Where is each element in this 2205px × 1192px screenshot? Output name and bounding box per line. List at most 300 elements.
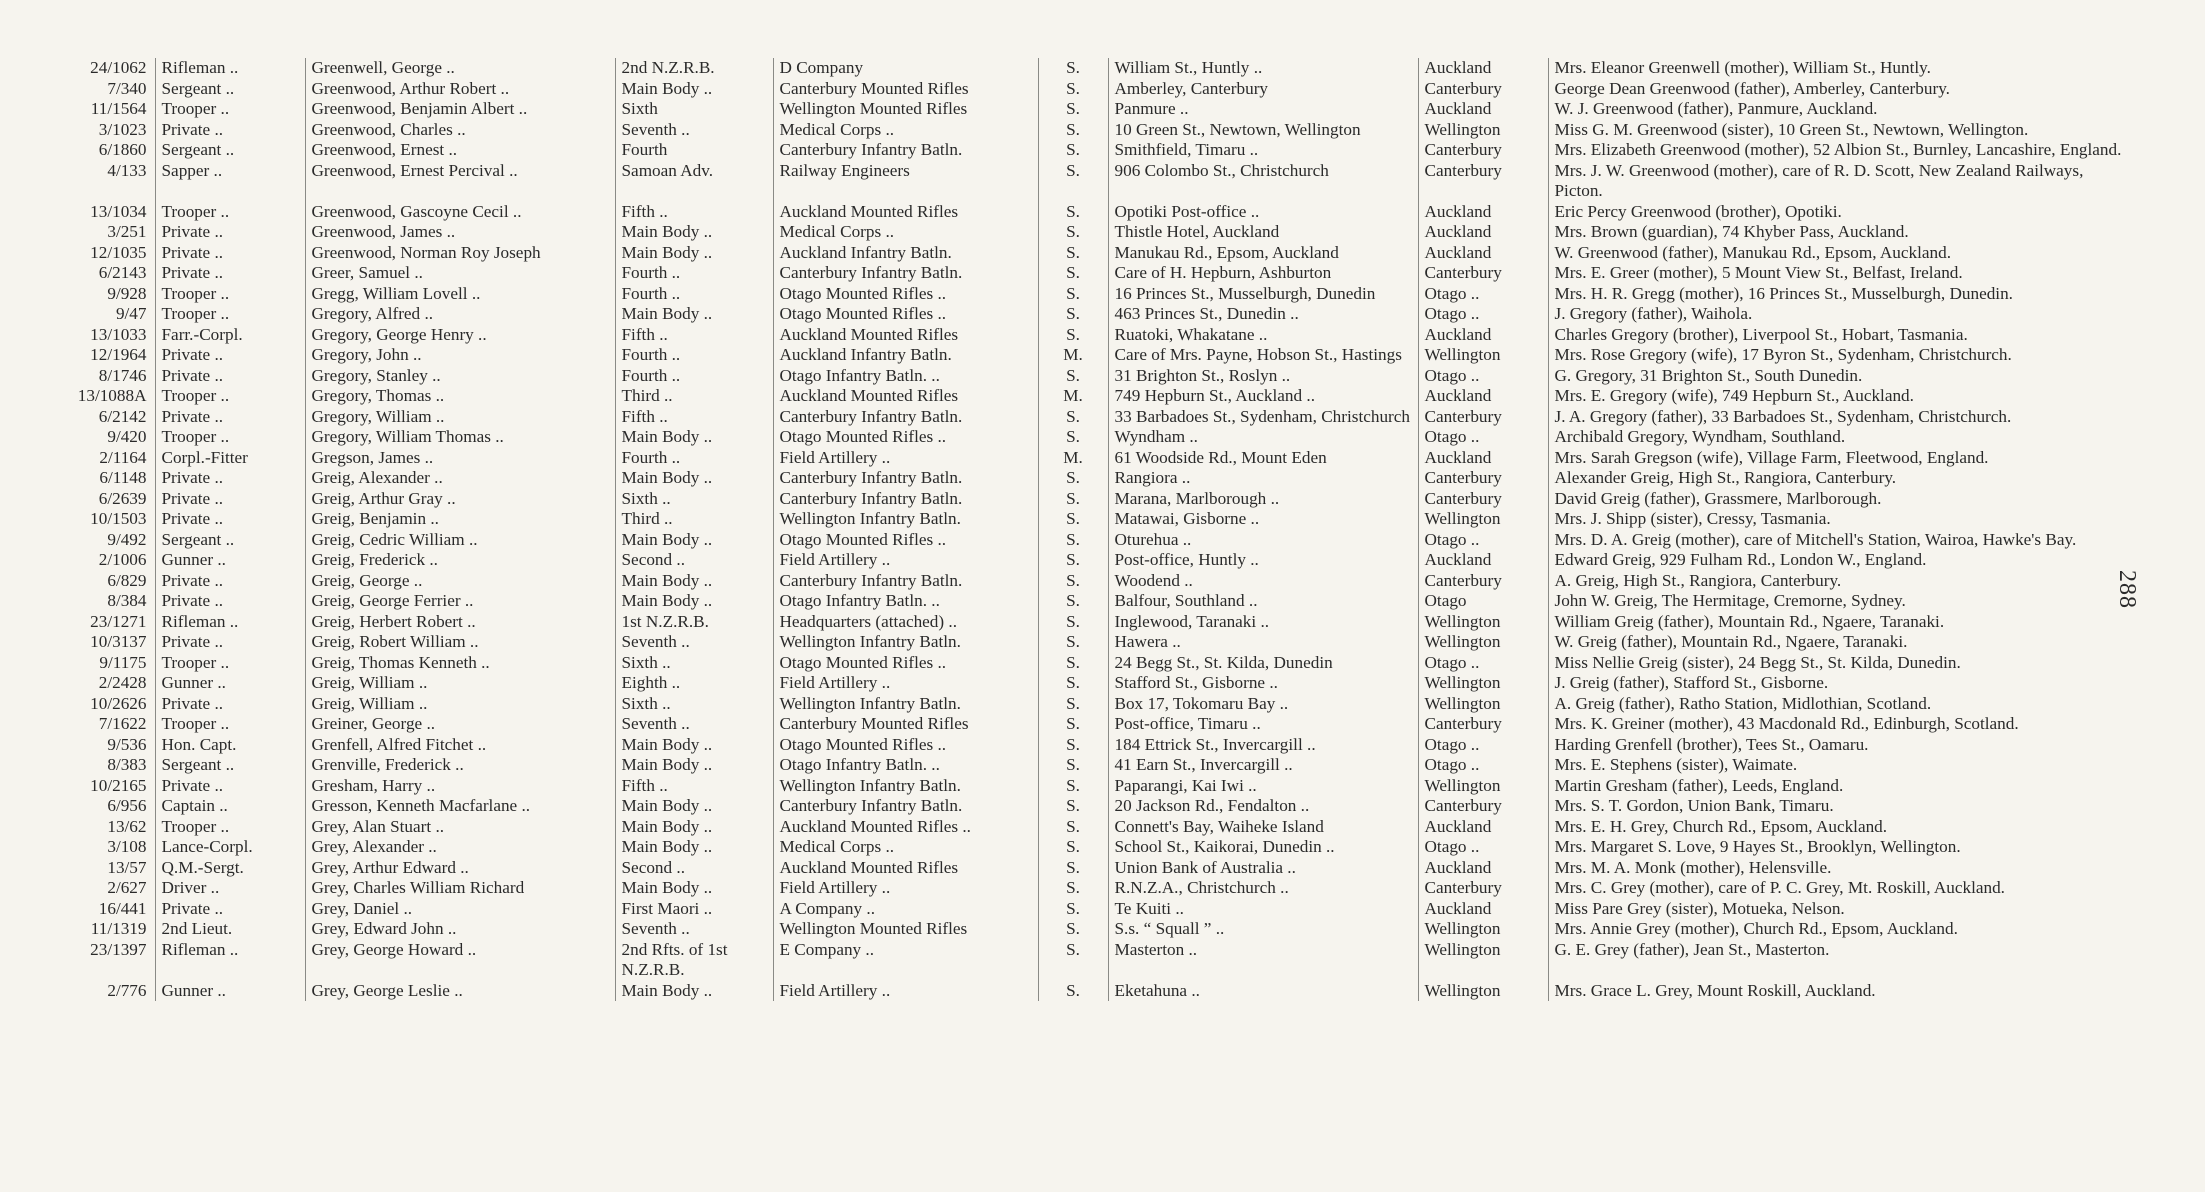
enlistment-district-cell: Otago ..: [1418, 304, 1548, 325]
unit-cell: Otago Mounted Rifles ..: [773, 304, 1038, 325]
next-of-kin-cell: Mrs. Margaret S. Love, 9 Hayes St., Brooklyn, Wellington.: [1548, 837, 2140, 858]
marital-status-cell: S.: [1038, 304, 1108, 325]
enlistment-district-cell: Wellington: [1418, 120, 1548, 141]
unit-cell: Canterbury Infantry Batln.: [773, 140, 1038, 161]
marital-status-cell: S.: [1038, 530, 1108, 551]
next-of-kin-cell: Miss G. M. Greenwood (sister), 10 Green St., Newtown, Wellington.: [1548, 120, 2140, 141]
enlistment-district-cell: Auckland: [1418, 202, 1548, 223]
soldier-name-cell: Greiner, George ..: [305, 714, 615, 735]
table-row: [60, 817, 2140, 838]
table-row: [60, 407, 2140, 428]
roll-body: [60, 58, 2140, 1001]
draft-cell: Sixth: [615, 99, 773, 120]
table-row: [60, 735, 2140, 756]
enlistment-district-cell: Canterbury: [1418, 714, 1548, 735]
regimental-number-cell: 11/1319: [90, 919, 147, 938]
next-of-kin-cell: John W. Greig, The Hermitage, Cremorne, Sydney.: [1548, 591, 2140, 612]
regimental-number-cell: 24/1062: [90, 58, 147, 77]
next-of-kin-cell: J. Gregory (father), Waihola.: [1548, 304, 2140, 325]
soldier-name-cell: Gregg, William Lovell ..: [305, 284, 615, 305]
marital-status-cell: S.: [1038, 509, 1108, 530]
marital-status-cell: S.: [1038, 919, 1108, 940]
enlistment-district-cell: Wellington: [1418, 940, 1548, 981]
next-of-kin-cell: William Greig (father), Mountain Rd., Ngaere, Taranaki.: [1548, 612, 2140, 633]
rank-cell: Private ..: [155, 407, 305, 428]
marital-status-cell: S.: [1038, 571, 1108, 592]
soldier-name-cell: Greig, George Ferrier ..: [305, 591, 615, 612]
soldier-name-cell: Greig, Cedric William ..: [305, 530, 615, 551]
regimental-number-cell: 10/1503: [90, 509, 147, 528]
enlistment-district-cell: Canterbury: [1418, 796, 1548, 817]
regimental-number-cell: 9/47: [115, 304, 147, 323]
rank-cell: Sergeant ..: [155, 140, 305, 161]
rank-cell: Private ..: [155, 571, 305, 592]
marital-status-cell: S.: [1038, 837, 1108, 858]
last-address-cell: Inglewood, Taranaki ..: [1108, 612, 1418, 633]
nominal-roll-page: [60, 58, 2140, 1001]
enlistment-district-cell: Otago ..: [1418, 284, 1548, 305]
draft-cell: Fifth ..: [615, 407, 773, 428]
marital-status-cell: S.: [1038, 427, 1108, 448]
draft-cell: Main Body ..: [615, 817, 773, 838]
next-of-kin-cell: G. Gregory, 31 Brighton St., South Dunedin.: [1548, 366, 2140, 387]
unit-cell: Medical Corps ..: [773, 120, 1038, 141]
table-row: [60, 509, 2140, 530]
marital-status-cell: S.: [1038, 99, 1108, 120]
last-address-cell: 10 Green St., Newtown, Wellington: [1108, 120, 1418, 141]
regimental-number-cell: 9/928: [107, 283, 147, 303]
soldier-name-cell: Greenwood, Charles ..: [305, 120, 615, 141]
page-number: 288: [2114, 570, 2140, 609]
enlistment-district-cell: Wellington: [1418, 776, 1548, 797]
rank-cell: Sergeant ..: [155, 755, 305, 776]
last-address-cell: Care of Mrs. Payne, Hobson St., Hastings: [1108, 345, 1418, 366]
soldier-name-cell: Greig, Herbert Robert ..: [305, 612, 615, 633]
last-address-cell: Stafford St., Gisborne ..: [1108, 673, 1418, 694]
rank-cell: Gunner ..: [155, 550, 305, 571]
unit-cell: Auckland Mounted Rifles: [773, 858, 1038, 879]
table-row: [60, 981, 2140, 1002]
soldier-name-cell: Gresham, Harry ..: [305, 776, 615, 797]
last-address-cell: S.s. “ Squall ” ..: [1108, 919, 1418, 940]
marital-status-cell: S.: [1038, 735, 1108, 756]
rank-cell: Private ..: [155, 899, 305, 920]
enlistment-district-cell: Otago ..: [1418, 755, 1548, 776]
soldier-name-cell: Grenfell, Alfred Fitchet ..: [305, 735, 615, 756]
regimental-number-cell: 13/1033: [90, 324, 147, 344]
rank-cell: Sapper ..: [155, 161, 305, 202]
marital-status-cell: S.: [1038, 243, 1108, 264]
marital-status-cell: S.: [1038, 981, 1108, 1002]
next-of-kin-cell: W. Greenwood (father), Manukau Rd., Epsom, Auckland.: [1548, 243, 2140, 264]
table-row: [60, 427, 2140, 448]
rank-cell: Trooper ..: [155, 284, 305, 305]
draft-cell: Fourth ..: [615, 284, 773, 305]
regimental-number-cell: 23/1397: [90, 939, 147, 959]
soldier-name-cell: Grey, George Leslie ..: [305, 981, 615, 1002]
table-row: [60, 653, 2140, 674]
draft-cell: Second ..: [615, 550, 773, 571]
marital-status-cell: S.: [1038, 550, 1108, 571]
unit-cell: Field Artillery ..: [773, 673, 1038, 694]
marital-status-cell: S.: [1038, 612, 1108, 633]
rank-cell: Private ..: [155, 509, 305, 530]
draft-cell: Main Body ..: [615, 304, 773, 325]
next-of-kin-cell: Mrs. D. A. Greig (mother), care of Mitchell's Station, Wairoa, Hawke's Bay.: [1548, 530, 2140, 551]
regimental-number-cell: 8/1746: [98, 365, 147, 385]
draft-cell: Second ..: [615, 858, 773, 879]
marital-status-cell: S.: [1038, 325, 1108, 346]
last-address-cell: 16 Princes St., Musselburgh, Dunedin: [1108, 284, 1418, 305]
last-address-cell: 20 Jackson Rd., Fendalton ..: [1108, 796, 1418, 817]
table-row: [60, 632, 2140, 653]
soldier-name-cell: Greig, Arthur Gray ..: [305, 489, 615, 510]
regimental-number-cell: 23/1271: [90, 611, 147, 631]
unit-cell: Railway Engineers: [773, 161, 1038, 202]
rank-cell: Sergeant ..: [155, 79, 305, 100]
soldier-name-cell: Greig, Robert William ..: [305, 632, 615, 653]
table-row: [60, 448, 2140, 469]
next-of-kin-cell: W. J. Greenwood (father), Panmure, Auckland.: [1548, 99, 2140, 120]
marital-status-cell: S.: [1038, 202, 1108, 223]
rank-cell: Private ..: [155, 694, 305, 715]
next-of-kin-cell: Mrs. Brown (guardian), 74 Khyber Pass, Auckland.: [1548, 222, 2140, 243]
rank-cell: Driver ..: [155, 878, 305, 899]
table-row: [60, 99, 2140, 120]
regimental-number-cell: 6/829: [107, 570, 147, 590]
unit-cell: Canterbury Infantry Batln.: [773, 468, 1038, 489]
last-address-cell: Balfour, Southland ..: [1108, 591, 1418, 612]
draft-cell: Main Body ..: [615, 878, 773, 899]
enlistment-district-cell: Canterbury: [1418, 407, 1548, 428]
regimental-number-cell: 6/2143: [98, 263, 147, 282]
marital-status-cell: S.: [1038, 694, 1108, 715]
unit-cell: Otago Infantry Batln. ..: [773, 366, 1038, 387]
draft-cell: Fifth ..: [615, 202, 773, 223]
next-of-kin-cell: J. Greig (father), Stafford St., Gisborne.: [1548, 673, 2140, 694]
last-address-cell: 749 Hepburn St., Auckland ..: [1108, 386, 1418, 407]
next-of-kin-cell: Harding Grenfell (brother), Tees St., Oamaru.: [1548, 735, 2140, 756]
unit-cell: Canterbury Mounted Rifles: [773, 714, 1038, 735]
marital-status-cell: S.: [1038, 489, 1108, 510]
enlistment-district-cell: Auckland: [1418, 325, 1548, 346]
table-row: [60, 366, 2140, 387]
draft-cell: Main Body ..: [615, 79, 773, 100]
last-address-cell: 61 Woodside Rd., Mount Eden: [1108, 448, 1418, 469]
unit-cell: Auckland Mounted Rifles: [773, 325, 1038, 346]
enlistment-district-cell: Canterbury: [1418, 878, 1548, 899]
draft-cell: Third ..: [615, 509, 773, 530]
regimental-number-cell: 3/108: [107, 837, 147, 856]
regimental-number-cell: 8/383: [107, 755, 147, 774]
last-address-cell: William St., Huntly ..: [1108, 58, 1418, 79]
table-row: [60, 673, 2140, 694]
unit-cell: Otago Mounted Rifles ..: [773, 735, 1038, 756]
regimental-number-cell: 3/1023: [98, 119, 147, 139]
next-of-kin-cell: Mrs. H. R. Gregg (mother), 16 Princes St., Musselburgh, Dunedin.: [1548, 284, 2140, 305]
draft-cell: 2nd Rfts. of 1st N.Z.R.B.: [615, 940, 773, 981]
soldier-name-cell: Gregory, William ..: [305, 407, 615, 428]
marital-status-cell: S.: [1038, 755, 1108, 776]
regimental-number-cell: 9/1175: [99, 652, 147, 672]
regimental-number-cell: 9/536: [107, 734, 147, 754]
marital-status-cell: S.: [1038, 120, 1108, 141]
enlistment-district-cell: Auckland: [1418, 550, 1548, 571]
soldier-name-cell: Grey, Alan Stuart ..: [305, 817, 615, 838]
next-of-kin-cell: Martin Gresham (father), Leeds, England.: [1548, 776, 2140, 797]
soldier-name-cell: Greig, Alexander ..: [305, 468, 615, 489]
rank-cell: Rifleman ..: [155, 940, 305, 981]
rank-cell: Corpl.-Fitter: [155, 448, 305, 469]
marital-status-cell: M.: [1038, 345, 1108, 366]
table-row: [60, 304, 2140, 325]
unit-cell: Canterbury Mounted Rifles: [773, 79, 1038, 100]
unit-cell: Wellington Mounted Rifles: [773, 99, 1038, 120]
rank-cell: Rifleman ..: [155, 58, 305, 79]
soldier-name-cell: Grey, Charles William Richard: [305, 878, 615, 899]
draft-cell: Main Body ..: [615, 468, 773, 489]
next-of-kin-cell: Mrs. Sarah Gregson (wife), Village Farm, Fleetwood, England.: [1548, 448, 2140, 469]
rank-cell: Trooper ..: [155, 202, 305, 223]
rank-cell: Hon. Capt.: [155, 735, 305, 756]
soldier-name-cell: Greenwood, Gascoyne Cecil ..: [305, 202, 615, 223]
marital-status-cell: S.: [1038, 858, 1108, 879]
table-row: [60, 878, 2140, 899]
last-address-cell: Opotiki Post-office ..: [1108, 202, 1418, 223]
soldier-name-cell: Greenwood, Ernest ..: [305, 140, 615, 161]
draft-cell: 1st N.Z.R.B.: [615, 612, 773, 633]
enlistment-district-cell: Wellington: [1418, 919, 1548, 940]
next-of-kin-cell: A. Greig, High St., Rangiora, Canterbury.: [1548, 571, 2140, 592]
next-of-kin-cell: Mrs. E. Greer (mother), 5 Mount View St., Belfast, Ireland.: [1548, 263, 2140, 284]
last-address-cell: Eketahuna ..: [1108, 981, 1418, 1002]
regimental-number-cell: 2/776: [107, 980, 147, 1000]
marital-status-cell: M.: [1038, 448, 1108, 469]
rank-cell: Rifleman ..: [155, 612, 305, 633]
unit-cell: Medical Corps ..: [773, 837, 1038, 858]
table-row: [60, 202, 2140, 223]
next-of-kin-cell: Mrs. S. T. Gordon, Union Bank, Timaru.: [1548, 796, 2140, 817]
last-address-cell: Thistle Hotel, Auckland: [1108, 222, 1418, 243]
unit-cell: Wellington Mounted Rifles: [773, 919, 1038, 940]
rank-cell: Trooper ..: [155, 653, 305, 674]
regimental-number-cell: 13/57: [107, 857, 147, 877]
last-address-cell: Care of H. Hepburn, Ashburton: [1108, 263, 1418, 284]
regimental-number-cell: 12/1964: [90, 345, 147, 364]
last-address-cell: 33 Barbadoes St., Sydenham, Christchurch: [1108, 407, 1418, 428]
marital-status-cell: S.: [1038, 79, 1108, 100]
soldier-name-cell: Greenwood, Norman Roy Joseph: [305, 243, 615, 264]
draft-cell: Main Body ..: [615, 427, 773, 448]
soldier-name-cell: Greenwood, Ernest Percival ..: [305, 161, 615, 202]
regimental-number-cell: 10/2165: [90, 775, 147, 795]
draft-cell: Seventh ..: [615, 919, 773, 940]
table-row: [60, 776, 2140, 797]
marital-status-cell: S.: [1038, 714, 1108, 735]
table-row: [60, 940, 2140, 981]
enlistment-district-cell: Auckland: [1418, 386, 1548, 407]
rank-cell: Trooper ..: [155, 714, 305, 735]
next-of-kin-cell: Mrs. J. Shipp (sister), Cressy, Tasmania.: [1548, 509, 2140, 530]
enlistment-district-cell: Auckland: [1418, 222, 1548, 243]
marital-status-cell: S.: [1038, 591, 1108, 612]
regimental-number-cell: 4/133: [107, 160, 147, 180]
enlistment-district-cell: Otago ..: [1418, 735, 1548, 756]
next-of-kin-cell: Miss Pare Grey (sister), Motueka, Nelson.: [1548, 899, 2140, 920]
rank-cell: Private ..: [155, 591, 305, 612]
table-row: [60, 755, 2140, 776]
last-address-cell: Manukau Rd., Epsom, Auckland: [1108, 243, 1418, 264]
last-address-cell: R.N.Z.A., Christchurch ..: [1108, 878, 1418, 899]
last-address-cell: Paparangi, Kai Iwi ..: [1108, 776, 1418, 797]
soldier-name-cell: Gregory, Alfred ..: [305, 304, 615, 325]
soldier-name-cell: Gregory, George Henry ..: [305, 325, 615, 346]
marital-status-cell: M.: [1038, 386, 1108, 407]
last-address-cell: Rangiora ..: [1108, 468, 1418, 489]
rank-cell: Private ..: [155, 263, 305, 284]
regimental-number-cell: 12/1035: [90, 242, 147, 262]
draft-cell: Samoan Adv.: [615, 161, 773, 202]
draft-cell: Sixth ..: [615, 694, 773, 715]
draft-cell: Sixth ..: [615, 653, 773, 674]
enlistment-district-cell: Otago ..: [1418, 366, 1548, 387]
regimental-number-cell: 13/1034: [90, 201, 147, 221]
unit-cell: D Company: [773, 58, 1038, 79]
unit-cell: Auckland Infantry Batln.: [773, 243, 1038, 264]
regimental-number-cell: 7/340: [107, 78, 147, 98]
marital-status-cell: S.: [1038, 878, 1108, 899]
marital-status-cell: S.: [1038, 653, 1108, 674]
enlistment-district-cell: Auckland: [1418, 817, 1548, 838]
enlistment-district-cell: Canterbury: [1418, 263, 1548, 284]
soldier-name-cell: Greenwood, Benjamin Albert ..: [305, 99, 615, 120]
regimental-number-cell: 16/441: [98, 898, 147, 918]
rank-cell: Private ..: [155, 222, 305, 243]
unit-cell: Otago Mounted Rifles ..: [773, 427, 1038, 448]
next-of-kin-cell: Mrs. M. A. Monk (mother), Helensville.: [1548, 858, 2140, 879]
draft-cell: Fourth ..: [615, 345, 773, 366]
next-of-kin-cell: Archibald Gregory, Wyndham, Southland.: [1548, 427, 2140, 448]
last-address-cell: Union Bank of Australia ..: [1108, 858, 1418, 879]
draft-cell: Seventh ..: [615, 120, 773, 141]
unit-cell: Canterbury Infantry Batln.: [773, 263, 1038, 284]
last-address-cell: Te Kuiti ..: [1108, 899, 1418, 920]
draft-cell: Fifth ..: [615, 776, 773, 797]
last-address-cell: 31 Brighton St., Roslyn ..: [1108, 366, 1418, 387]
rank-cell: Trooper ..: [155, 99, 305, 120]
soldier-name-cell: Grey, Edward John ..: [305, 919, 615, 940]
next-of-kin-cell: Mrs. J. W. Greenwood (mother), care of R. D. Scott, New Zealand Railways, Picton.: [1548, 161, 2140, 202]
enlistment-district-cell: Auckland: [1418, 858, 1548, 879]
draft-cell: Sixth ..: [615, 489, 773, 510]
enlistment-district-cell: Wellington: [1418, 694, 1548, 715]
last-address-cell: Woodend ..: [1108, 571, 1418, 592]
last-address-cell: Amberley, Canterbury: [1108, 79, 1418, 100]
table-row: [60, 243, 2140, 264]
table-row: [60, 489, 2140, 510]
next-of-kin-cell: Mrs. Grace L. Grey, Mount Roskill, Auckland.: [1548, 981, 2140, 1002]
soldier-name-cell: Grenville, Frederick ..: [305, 755, 615, 776]
draft-cell: Eighth ..: [615, 673, 773, 694]
unit-cell: Otago Mounted Rifles ..: [773, 284, 1038, 305]
next-of-kin-cell: David Greig (father), Grassmere, Marlborough.: [1548, 489, 2140, 510]
soldier-name-cell: Greig, Benjamin ..: [305, 509, 615, 530]
draft-cell: Seventh ..: [615, 632, 773, 653]
next-of-kin-cell: Mrs. Annie Grey (mother), Church Rd., Epsom, Auckland.: [1548, 919, 2140, 940]
rank-cell: Private ..: [155, 120, 305, 141]
soldier-name-cell: Gregory, William Thomas ..: [305, 427, 615, 448]
table-row: [60, 325, 2140, 346]
table-row: [60, 263, 2140, 284]
enlistment-district-cell: Otago ..: [1418, 653, 1548, 674]
unit-cell: A Company ..: [773, 899, 1038, 920]
table-row: [60, 694, 2140, 715]
marital-status-cell: S.: [1038, 222, 1108, 243]
table-row: [60, 919, 2140, 940]
unit-cell: Otago Infantry Batln. ..: [773, 755, 1038, 776]
enlistment-district-cell: Canterbury: [1418, 571, 1548, 592]
next-of-kin-cell: Edward Greig, 929 Fulham Rd., London W., England.: [1548, 550, 2140, 571]
marital-status-cell: S.: [1038, 776, 1108, 797]
draft-cell: 2nd N.Z.R.B.: [615, 58, 773, 79]
table-row: [60, 386, 2140, 407]
rank-cell: Sergeant ..: [155, 530, 305, 551]
draft-cell: Fourth ..: [615, 263, 773, 284]
regimental-number-cell: 9/492: [107, 529, 147, 549]
table-row: [60, 161, 2140, 202]
last-address-cell: Connett's Bay, Waiheke Island: [1108, 817, 1418, 838]
unit-cell: Auckland Mounted Rifles ..: [773, 817, 1038, 838]
marital-status-cell: S.: [1038, 817, 1108, 838]
regimental-number-cell: 9/420: [107, 427, 147, 446]
last-address-cell: Post-office, Timaru ..: [1108, 714, 1418, 735]
table-row: [60, 284, 2140, 305]
marital-status-cell: S.: [1038, 58, 1108, 79]
marital-status-cell: S.: [1038, 284, 1108, 305]
unit-cell: Otago Infantry Batln. ..: [773, 591, 1038, 612]
last-address-cell: Marana, Marlborough ..: [1108, 489, 1418, 510]
rank-cell: Trooper ..: [155, 817, 305, 838]
regimental-number-cell: 13/62: [107, 816, 147, 836]
table-row: [60, 140, 2140, 161]
soldier-name-cell: Grey, Alexander ..: [305, 837, 615, 858]
soldier-name-cell: Grey, Daniel ..: [305, 899, 615, 920]
marital-status-cell: S.: [1038, 468, 1108, 489]
next-of-kin-cell: Charles Gregory (brother), Liverpool St., Hobart, Tasmania.: [1548, 325, 2140, 346]
rank-cell: Private ..: [155, 366, 305, 387]
last-address-cell: Matawai, Gisborne ..: [1108, 509, 1418, 530]
next-of-kin-cell: Alexander Greig, High St., Rangiora, Canterbury.: [1548, 468, 2140, 489]
enlistment-district-cell: Otago ..: [1418, 837, 1548, 858]
unit-cell: Canterbury Infantry Batln.: [773, 489, 1038, 510]
marital-status-cell: S.: [1038, 407, 1108, 428]
regimental-number-cell: 6/956: [107, 796, 147, 815]
table-row: [60, 79, 2140, 100]
draft-cell: Main Body ..: [615, 735, 773, 756]
last-address-cell: Hawera ..: [1108, 632, 1418, 653]
regimental-number-cell: 2/1164: [99, 447, 147, 467]
next-of-kin-cell: Mrs. C. Grey (mother), care of P. C. Grey, Mt. Roskill, Auckland.: [1548, 878, 2140, 899]
table-row: [60, 591, 2140, 612]
last-address-cell: 184 Ettrick St., Invercargill ..: [1108, 735, 1418, 756]
last-address-cell: Smithfield, Timaru ..: [1108, 140, 1418, 161]
enlistment-district-cell: Otago: [1418, 591, 1548, 612]
marital-status-cell: S.: [1038, 796, 1108, 817]
draft-cell: Fourth ..: [615, 366, 773, 387]
next-of-kin-cell: Mrs. Rose Gregory (wife), 17 Byron St., Sydenham, Christchurch.: [1548, 345, 2140, 366]
draft-cell: Fourth: [615, 140, 773, 161]
soldier-name-cell: Greenwood, Arthur Robert ..: [305, 79, 615, 100]
